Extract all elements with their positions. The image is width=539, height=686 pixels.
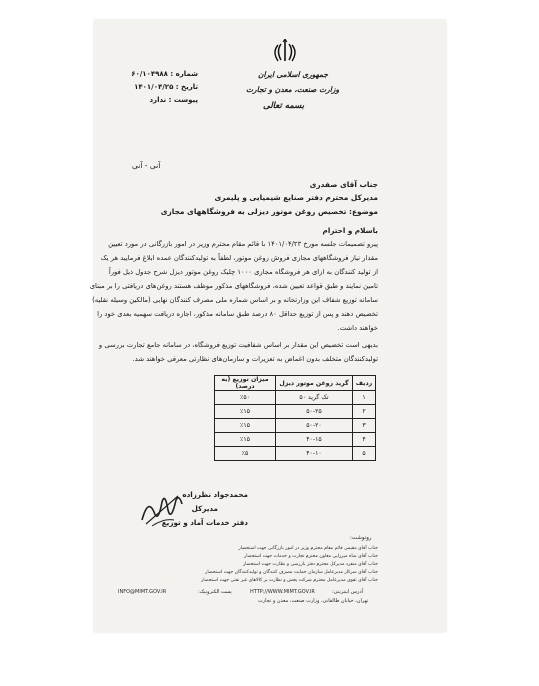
body-line: تامین نمایند و طبق قواعد تعیین شده، فروشگاههای مذکور موظف هستند روغن‌های دریافتی را بر مبنای <box>89 282 378 290</box>
cc-item: جناب آقای تقوی مدیرعامل محترم شرکت پخش و نظارت بر کالاهای غیر نفتی جهت استحضار <box>201 578 378 583</box>
number-value: ۶۰/۱۰۴۹۸۸ <box>131 70 168 78</box>
row-number: ۱ <box>353 391 376 405</box>
body-line: مقدار نیاز فروشگاههای مجازی فروش روغن موتور، لطفاً به تولیدکنندگان عمده ابلاغ فرمایید هر یک <box>100 254 378 262</box>
attachment-value: ندارد <box>149 96 167 104</box>
oil-grade: تک گرید ۵۰ <box>276 391 353 405</box>
signatory-name: محمدجواد نظرزاده <box>182 490 248 499</box>
body-line: خواهند داشت. <box>337 324 378 332</box>
cc-item: جناب آقای شاه میرزایی معاون محترم تجارت و خدمات جهت استحضار <box>244 554 378 559</box>
table-row <box>215 433 376 447</box>
letter-date <box>106 83 198 91</box>
oil-grade: ۵۰-۲۰ <box>276 419 353 433</box>
distribution-percent: ٪۱۵ <box>215 405 276 419</box>
letter-number <box>106 70 198 78</box>
footer-email: INFO@MIMT.GOV.IR <box>118 589 167 595</box>
table-row <box>215 405 376 419</box>
oil-grade: ۴۰-۱۰ <box>276 447 353 461</box>
header-oil-grade: گرید روغن موتور دیزل <box>276 376 353 391</box>
date-value: ۱۴۰۱/۰۴/۲۵ <box>134 83 174 91</box>
distribution-percent: ٪۵۰ <box>215 391 276 405</box>
row-number: ۳ <box>353 419 376 433</box>
table-row <box>215 391 376 405</box>
letter-attachment <box>106 96 198 104</box>
footer-address: تهران، خیابان طالقانی، وزارت صنعت، معدن و تجارت <box>258 598 369 604</box>
urgent-note: آنی - آنی <box>132 161 161 170</box>
oil-grade: ۵۰-۲۵ <box>276 405 353 419</box>
date-label: تاریخ : <box>175 83 198 91</box>
iran-emblem-icon <box>270 39 300 63</box>
body-line: تخصیص دهند و پس از توزیع حداقل ۸۰ درصد طبق سامانه مذکور، اجازه دریافت سهمیه بعدی خود را <box>97 310 378 318</box>
header-row-number: ردیف <box>353 376 376 391</box>
recipient-name: جناب آقای صفدری <box>309 180 378 189</box>
letter-subject: موضوع: تخصیص روغن موتور دیزلی به فروشگاههای مجازی <box>160 207 378 216</box>
row-number: ۵ <box>353 447 376 461</box>
distribution-table <box>214 375 376 461</box>
cc-item: جناب آقای منفرد مدیرکل محترم دفتر بازرسی و نظارت جهت استحضار <box>242 562 378 567</box>
cc-item: جناب آقای مقیمی قائم مقام محترم وزیر در امور بازرگانی جهت استحضار <box>238 546 378 551</box>
recipient-title: مدیرکل محترم دفتر صنایع شیمیایی و پلیمری <box>214 193 378 202</box>
row-number: ۴ <box>353 433 376 447</box>
body-line: پیرو تصمیمات جلسه مورخ ۱۴۰۱/۰۴/۲۳ با قائم مقام محترم وزیر در امور بازرگانی در مورد تعیین <box>108 240 378 248</box>
table-header-row <box>215 376 376 391</box>
header-distribution-percent: میزان توزیع (به درصد) <box>215 376 276 391</box>
closing-line: بدیهی است تخصیص این مقدار بر اساس شفافیت توزیع فروشگاه، در سامانه جامع تجارت بررسی و <box>98 341 378 349</box>
distribution-percent: ٪۱۵ <box>215 419 276 433</box>
greeting: باسلام و احترام <box>322 226 378 235</box>
footer-email-label: پست الکترونیک: <box>198 589 232 595</box>
number-label: شماره : <box>170 70 198 78</box>
oil-grade: ۴۰-۱۵ <box>276 433 353 447</box>
row-number: ۲ <box>353 405 376 419</box>
footer-website: HTTP://WWW.MIMT.GOV.IR <box>250 589 315 595</box>
header-country: جمهوری اسلامی ایران <box>258 70 329 79</box>
signatory-office: دفتر خدمات آماد و توزیع <box>161 518 248 527</box>
header-bismillah: بسمه تعالی <box>263 101 305 111</box>
cc-item: جناب آقای سرکار مدیرعامل سازمان حمایت مصرف کنندگان و تولیدکنندگان جهت استحضار <box>205 570 378 575</box>
distribution-percent: ٪۵ <box>215 447 276 461</box>
signatory-title: مدیرکل <box>191 504 218 513</box>
table-row <box>215 447 376 461</box>
body-line: از تولید کنندگان به ازای هر فروشگاه مجازی ۱۰۰۰ چلیک روغن موتور دیزل شرح جدول ذیل فوراً <box>108 268 378 276</box>
body-line: سامانه توزیع شفاف این وزارتخانه و بر اساس شماره ملی مصرف کنندگان نهایی (مالکین وسیله نقلیه) <box>92 296 378 304</box>
table-row <box>215 419 376 433</box>
footer-website-label: آدرس اینترنتی: <box>332 589 364 595</box>
closing-line: تولیدکنندگان متخلف بدون اغماض به تعزیرات و سازمان‌های نظارتی معرفی خواهند شد. <box>132 355 378 363</box>
attachment-label: پیوست : <box>168 96 198 104</box>
cc-title: رونوشت: <box>350 535 372 541</box>
header-ministry: وزارت صنعت، معدن و تجارت <box>246 85 340 94</box>
distribution-percent: ٪۱۵ <box>215 433 276 447</box>
